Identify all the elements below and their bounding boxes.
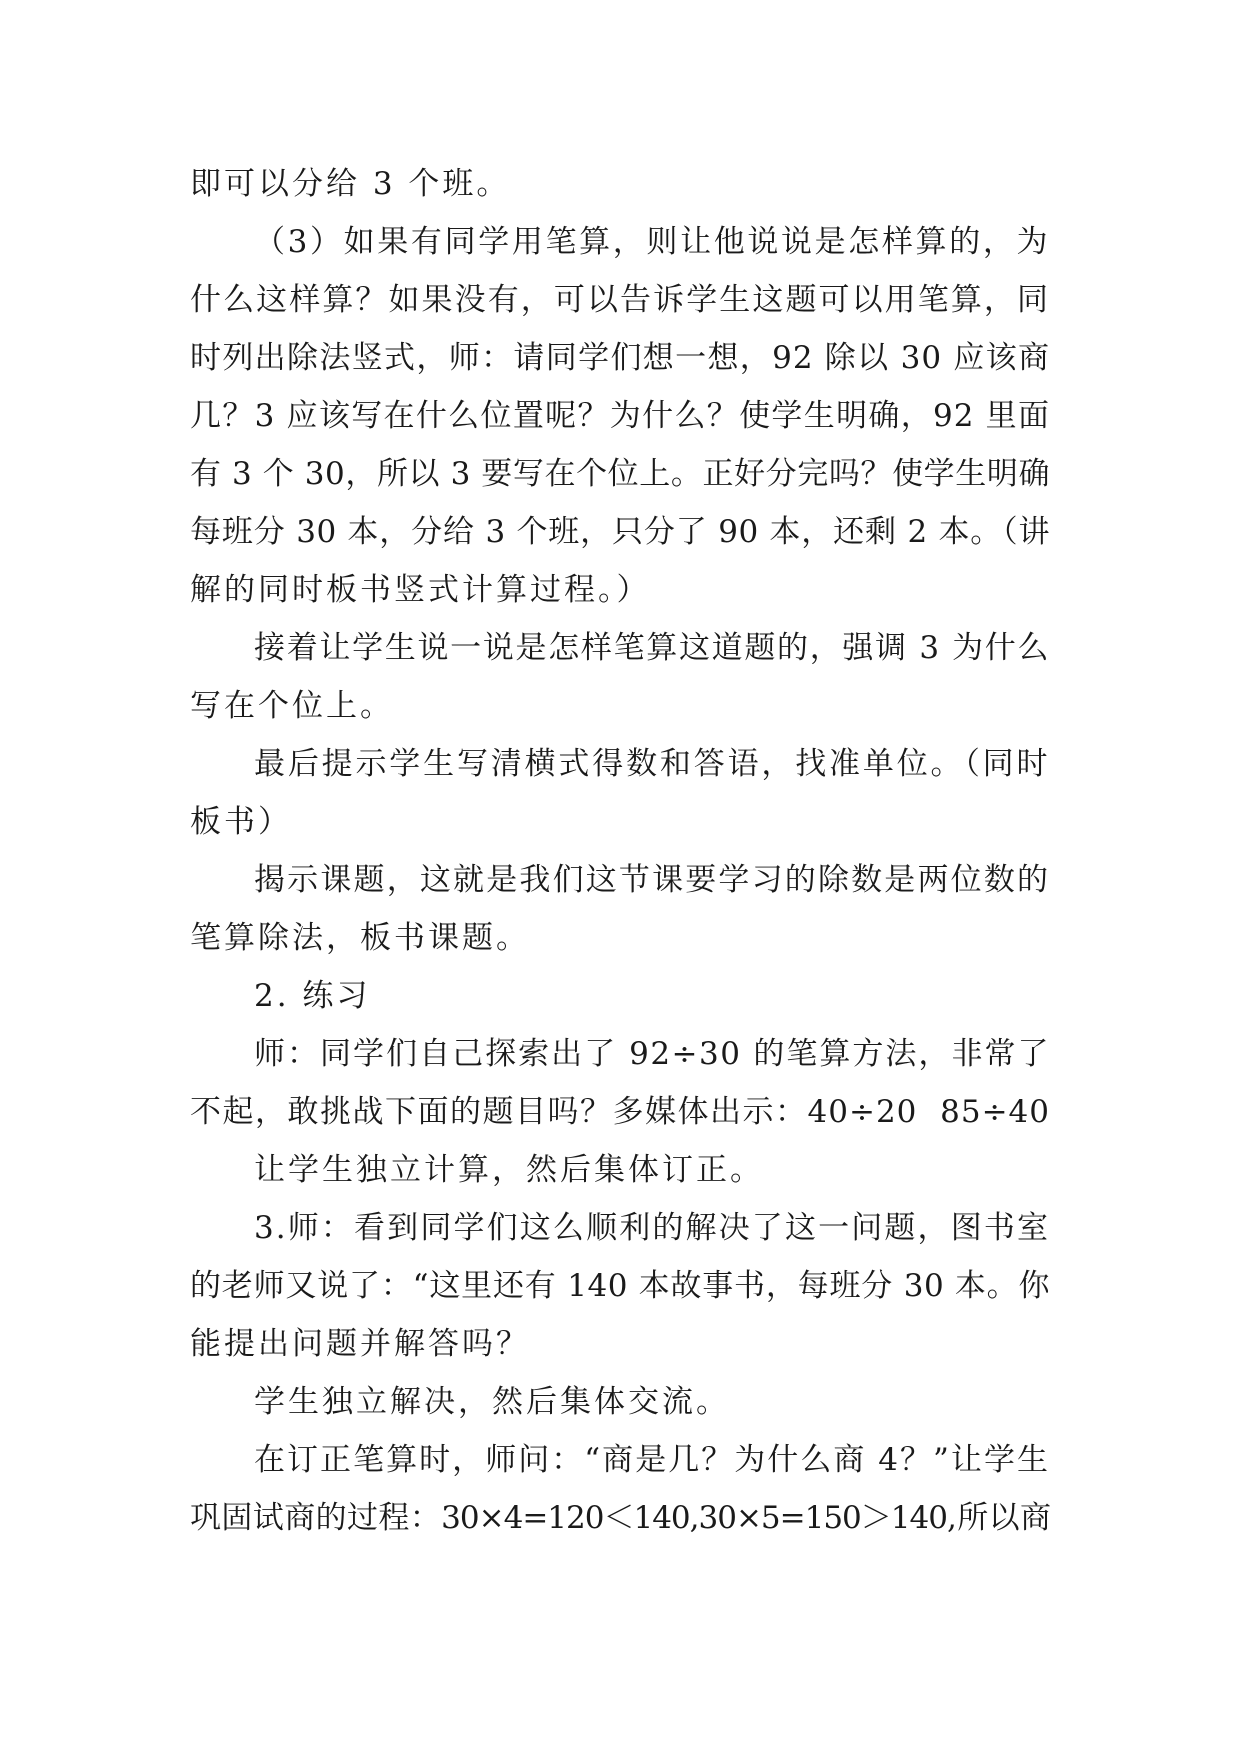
text-line: 几？3 应该写在什么位置呢？为什么？使学生明确，92 里面 [190, 398, 1050, 434]
text-line: 学生独立解决，然后集体交流。 [254, 1384, 730, 1420]
text-line: 3.师：看到同学们这么顺利的解决了这一问题，图书室 [254, 1210, 1050, 1246]
text-line: 让学生独立计算，然后集体订正。 [254, 1152, 764, 1188]
text-line: 接着让学生说一说是怎样笔算这道题的，强调 3 为什么 [254, 630, 1050, 666]
text-line: 能提出问题并解答吗？ [190, 1326, 530, 1362]
text-line: 不起，敢挑战下面的题目吗？多媒体出示：40÷20 85÷40 [190, 1094, 1050, 1130]
text-line: 什么这样算？如果没有，可以告诉学生这题可以用笔算，同 [190, 282, 1050, 318]
text-line: 有 3 个 30，所以 3 要写在个位上。正好分完吗？使学生明确 [190, 456, 1050, 492]
text-line: 巩固试商的过程：30×4=120＜140,30×5=150＞140,所以商 [190, 1500, 1050, 1536]
text-line: 师：同学们自己探索出了 92÷30 的笔算方法，非常了 [254, 1036, 1050, 1072]
text-line: 最后提示学生写清横式得数和答语，找准单位。（同时 [254, 746, 1050, 782]
text-line: 板书） [190, 804, 292, 840]
text-line: 即可以分给 3 个班。 [190, 166, 511, 202]
text-line: 解的同时板书竖式计算过程。） [190, 572, 651, 608]
text-line: 时列出除法竖式，师：请同学们想一想，92 除以 30 应该商 [190, 340, 1050, 376]
text-line: 的老师又说了：“这里还有 140 本故事书，每班分 30 本。你 [190, 1268, 1050, 1304]
text-line: 笔算除法，板书课题。 [190, 920, 530, 956]
text-line: 写在个位上。 [190, 688, 394, 724]
text-line: 每班分 30 本，分给 3 个班，只分了 90 本，还剩 2 本。（讲 [190, 514, 1050, 550]
section-heading: 2. 练习 [254, 978, 371, 1014]
text-line: 揭示课题，这就是我们这节课要学习的除数是两位数的 [254, 862, 1050, 898]
text-line: 在订正笔算时，师问：“商是几？为什么商 4？”让学生 [254, 1442, 1050, 1478]
text-line: （3）如果有同学用笔算，则让他说说是怎样算的，为 [254, 224, 1050, 260]
